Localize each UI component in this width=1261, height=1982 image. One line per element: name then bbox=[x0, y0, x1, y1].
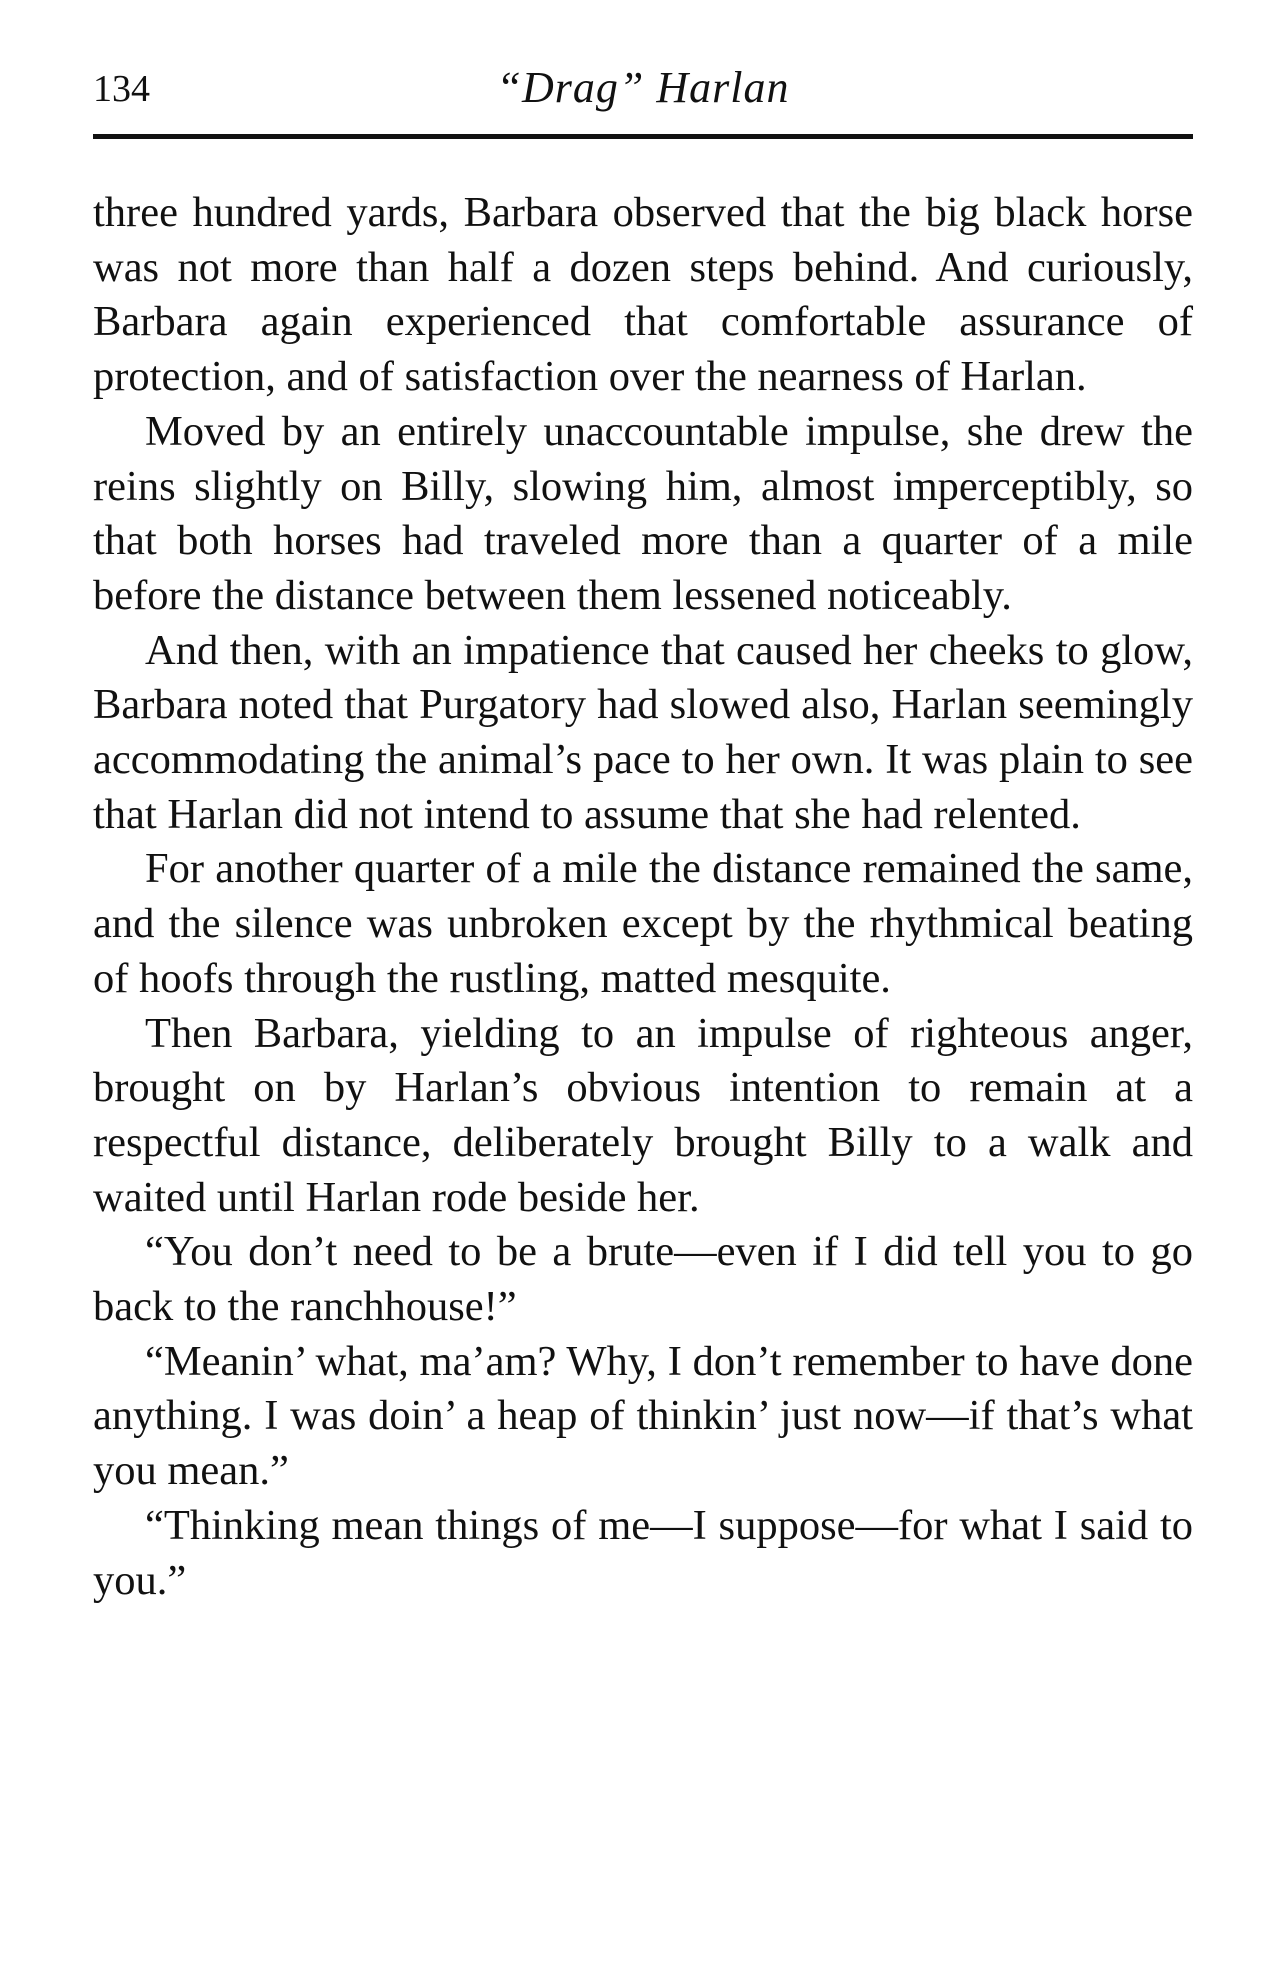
running-head bbox=[93, 62, 1193, 130]
paragraph: “Meanin’ what, ma’am? Why, I don’t remember to have done anything. I was doin’ a heap of thinkin’ just now—if that’s what you mean.” bbox=[93, 1337, 1193, 1495]
book-page bbox=[93, 62, 1193, 1604]
header-rule bbox=[93, 134, 1193, 139]
body-text bbox=[93, 186, 1193, 1608]
page-number: 134 bbox=[93, 68, 150, 110]
running-title: “Drag” Harlan bbox=[496, 63, 790, 112]
paragraph: “Thinking mean things of me—I suppose—for what I said to you.” bbox=[93, 1501, 1193, 1604]
paragraph: Moved by an entirely unaccountable impulse, she drew the reins slightly on Billy, slowing him, almost imperceptibly, so that both horses had traveled more than a quarter of a mile before the distance between them lessened noticeably. bbox=[93, 407, 1193, 619]
paragraph: And then, with an impatience that caused her cheeks to glow, Barbara noted that Purgatory had slowed also, Harlan seemingly accommodating the animal’s pace to her own. It was plain to see that Harlan did not intend to assume that she had relented. bbox=[93, 626, 1193, 838]
paragraph: Then Barbara, yielding to an impulse of righteous anger, brought on by Harlan’s obvious intention to remain at a respectful distance, deliberately brought Billy to a walk and waited until Harlan rode beside her. bbox=[93, 1009, 1193, 1221]
paragraph: “You don’t need to be a brute—even if I did tell you to go back to the ranchhouse!” bbox=[93, 1228, 1193, 1331]
paragraph: three hundred yards, Barbara observed that the big black horse was not more than half a dozen steps behind. And curiously, Barbara again experienced that comfortable assurance of protection, and of satisfaction over the nearness of Harlan. bbox=[93, 189, 1193, 401]
paragraph: For another quarter of a mile the distance remained the same, and the silence was unbroken except by the rhythmical beating of hoofs through the rustling, matted mesquite. bbox=[93, 845, 1193, 1002]
